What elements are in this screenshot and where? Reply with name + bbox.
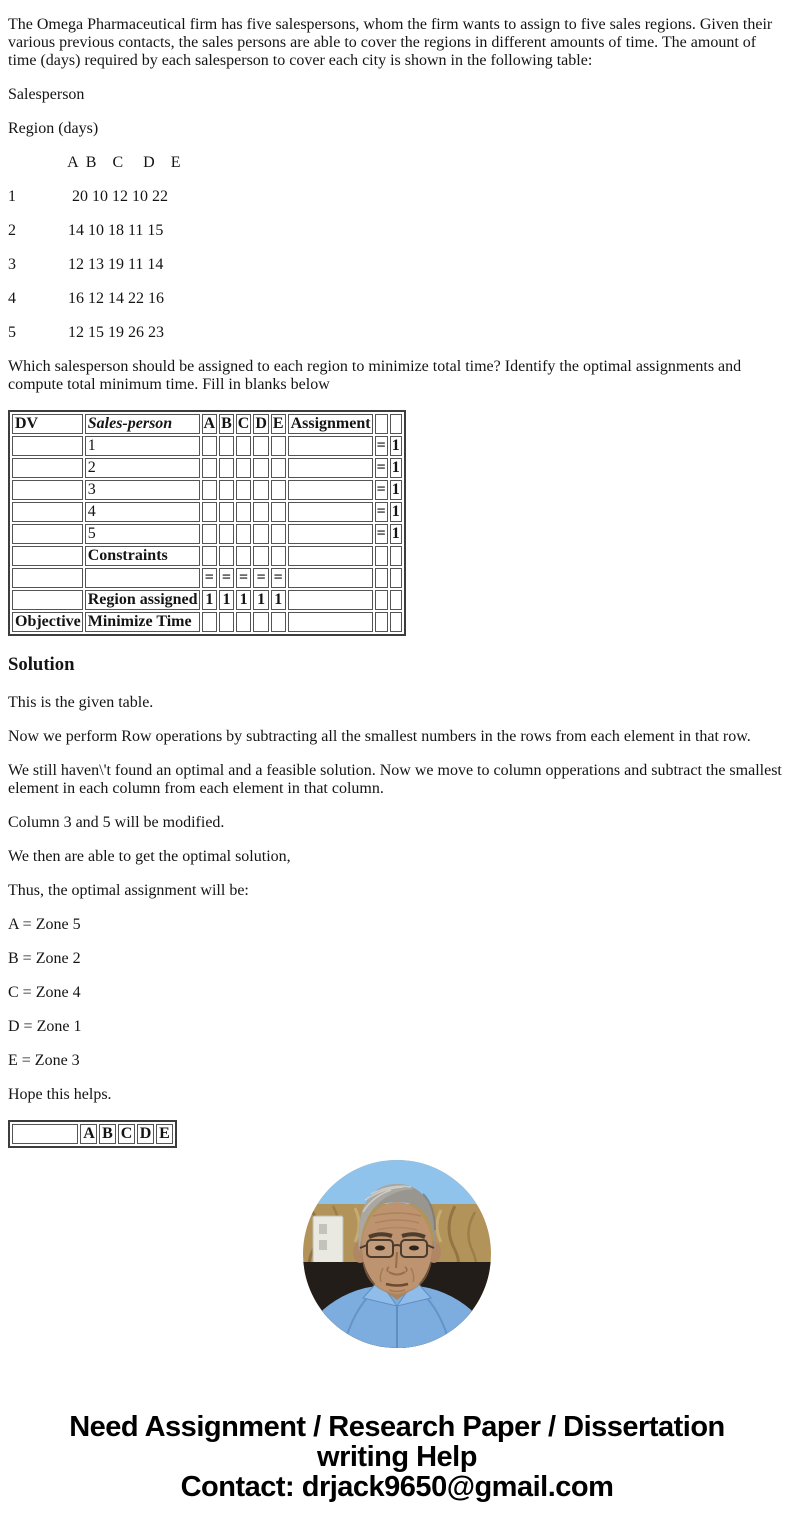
- table-cell: 1: [391, 459, 400, 476]
- table-cell-blank: [288, 480, 373, 500]
- table-row: [12, 480, 402, 500]
- table-cell: C: [118, 1124, 135, 1144]
- solution-paragraph: We then are able to get the optimal solution,: [8, 848, 291, 865]
- table-cell-blank: [12, 568, 83, 588]
- table-cell-blank: [12, 590, 83, 610]
- table-cell-blank: [236, 612, 252, 632]
- table-cell-blank: [219, 458, 234, 478]
- table-cell-blank: [375, 590, 388, 610]
- table-cell-blank: [288, 502, 373, 522]
- table-cell: A: [80, 1124, 97, 1144]
- table-cell-blank: [253, 502, 269, 522]
- table-cell-blank: [390, 590, 402, 610]
- table-cell-blank: [202, 612, 218, 632]
- table-cell: 5: [85, 524, 200, 544]
- matrix-row-1: 1 20 10 12 10 22: [8, 188, 168, 205]
- table-cell: Constraints: [85, 546, 200, 566]
- matrix-row-5: 5 12 15 19 26 23: [8, 324, 164, 341]
- table-cell-blank: [202, 458, 218, 478]
- table-cell-blank: [253, 524, 269, 544]
- table-cell: 3: [85, 480, 200, 500]
- table-cell-blank: [271, 436, 286, 456]
- table-cell-blank: [219, 612, 234, 632]
- table-cell: =: [236, 568, 252, 588]
- table-cell: =: [376, 437, 386, 454]
- table-cell-blank: [253, 480, 269, 500]
- table-cell-blank: [271, 502, 286, 522]
- table-cell-blank: [253, 436, 269, 456]
- table-cell: A: [203, 415, 216, 432]
- table-cell: 4: [85, 502, 200, 522]
- table-cell-blank: [253, 546, 269, 566]
- table-cell: Objective: [12, 612, 83, 632]
- table-row: [12, 590, 402, 610]
- table-cell-blank: [85, 568, 200, 588]
- table-cell: =: [376, 459, 386, 476]
- table-cell-blank: [202, 436, 218, 456]
- table-cell: 1: [271, 590, 286, 610]
- salesperson-label: Salesperson: [8, 86, 85, 103]
- assignment-fill-in-table: [8, 410, 406, 636]
- table-cell-blank: [288, 436, 373, 456]
- matrix-header-row: A B C D E: [8, 154, 181, 171]
- table-cell: 1: [391, 525, 400, 542]
- table-cell-blank: [12, 480, 83, 500]
- table-cell-blank: [253, 458, 269, 478]
- table-cell-blank: [236, 458, 252, 478]
- table-cell: B: [99, 1124, 116, 1144]
- partial-solution-table: [8, 1120, 177, 1148]
- table-row: [12, 1124, 173, 1144]
- table-cell: D: [137, 1124, 154, 1144]
- table-cell-blank: [390, 612, 402, 632]
- assignment-b: B = Zone 2: [8, 950, 81, 967]
- table-cell-blank: [202, 480, 218, 500]
- matrix-row-4: 4 16 12 14 22 16: [8, 290, 164, 307]
- assignment-c: C = Zone 4: [8, 984, 81, 1001]
- assignment-e: E = Zone 3: [8, 1052, 80, 1069]
- table-cell-blank: [219, 524, 234, 544]
- table-cell: 1: [391, 437, 400, 454]
- table-cell-blank: [12, 1124, 78, 1144]
- table-cell: 1: [85, 436, 200, 456]
- help-banner: [8, 1412, 786, 1502]
- table-cell-blank: [12, 502, 83, 522]
- table-cell-blank: [236, 436, 252, 456]
- table-cell-blank: [271, 612, 286, 632]
- table-cell-blank: [12, 524, 83, 544]
- table-cell: 1: [391, 481, 400, 498]
- solution-paragraph: Thus, the optimal assignment will be:: [8, 882, 249, 899]
- solution-paragraph: We still haven\'t found an optimal and a feasible solution. Now we move to column opperations and subtract the smallest element in each column from each element in that column.: [8, 762, 782, 797]
- table-cell: Assignment: [288, 414, 373, 434]
- table-cell-blank: [236, 502, 252, 522]
- table-cell-blank: [236, 546, 252, 566]
- table-cell-blank: [288, 524, 373, 544]
- table-cell-blank: [288, 458, 373, 478]
- table-cell-blank: [271, 458, 286, 478]
- table-cell-blank: [390, 568, 402, 588]
- closing-paragraph: Hope this helps.: [8, 1086, 112, 1103]
- table-cell: 1: [219, 590, 234, 610]
- table-cell-blank: [288, 568, 373, 588]
- table-cell: 1: [236, 590, 252, 610]
- document-page: [8, 16, 786, 1502]
- table-cell-blank: [271, 480, 286, 500]
- table-cell-blank: [12, 436, 83, 456]
- table-cell: =: [253, 568, 269, 588]
- table-cell: =: [202, 568, 218, 588]
- table-row: [12, 568, 402, 588]
- table-row: [12, 436, 402, 456]
- solution-paragraph: Now we perform Row operations by subtracting all the smallest numbers in the rows from each element in that row.: [8, 728, 751, 745]
- table-cell: Sales-person: [85, 414, 200, 434]
- table-cell-blank: [12, 546, 83, 566]
- clipped-table-container: [8, 1120, 786, 1142]
- table-cell-blank: [219, 502, 234, 522]
- table-cell-blank: [202, 546, 218, 566]
- profile-photo: [303, 1160, 491, 1348]
- table-cell-blank: [236, 480, 252, 500]
- table-cell-blank: [271, 524, 286, 544]
- solution-heading: Solution: [8, 654, 75, 675]
- table-cell: DV: [12, 414, 83, 434]
- region-days-label: Region (days): [8, 120, 99, 137]
- table-cell: Minimize Time: [85, 612, 200, 632]
- assignment-a: A = Zone 5: [8, 916, 81, 933]
- banner-line-1: Need Assignment / Research Paper / Dissertation: [69, 1411, 725, 1443]
- table-cell-blank: [375, 612, 388, 632]
- table-cell: E: [156, 1124, 173, 1144]
- table-cell: C: [237, 415, 250, 432]
- solution-paragraph: Column 3 and 5 will be modified.: [8, 814, 225, 831]
- table-cell-blank: [219, 480, 234, 500]
- banner-contact-line: Contact: drjack9650@gmail.com: [180, 1471, 614, 1503]
- table-cell-blank: [236, 524, 252, 544]
- table-cell: 1: [202, 590, 218, 610]
- table-cell: E: [272, 415, 284, 432]
- table-row: [12, 458, 402, 478]
- table-row: [12, 414, 402, 434]
- table-cell: =: [376, 525, 386, 542]
- table-row: [12, 546, 402, 566]
- table-cell-blank: [375, 414, 388, 434]
- table-cell-blank: [288, 612, 373, 632]
- intro-paragraph: The Omega Pharmaceutical firm has five salespersons, whom the firm wants to assign to five sales regions. Given their various previous contacts, the sales persons are able to cover the regions in different amounts of time. The amount of time (days) required by each salesperson to cover each city is shown in the following table:: [8, 16, 773, 69]
- table-cell-blank: [202, 502, 218, 522]
- table-cell-blank: [202, 524, 218, 544]
- table-cell-blank: [219, 546, 234, 566]
- table-cell-blank: [390, 414, 402, 434]
- table-cell-blank: [375, 568, 388, 588]
- table-cell: =: [271, 568, 286, 588]
- matrix-row-3: 3 12 13 19 11 14: [8, 256, 164, 273]
- table-cell: =: [376, 481, 386, 498]
- table-cell: =: [219, 568, 234, 588]
- table-cell-blank: [271, 546, 286, 566]
- portrait-image: [303, 1160, 491, 1348]
- table-cell-blank: [253, 612, 269, 632]
- table-cell: 1: [253, 590, 269, 610]
- question-paragraph: Which salesperson should be assigned to each region to minimize total time? Identify the optimal assignments and compute total minimum time. Fill in blanks below: [8, 358, 742, 393]
- table-cell-blank: [12, 458, 83, 478]
- table-cell-blank: [288, 546, 373, 566]
- table-cell: 1: [391, 503, 400, 520]
- table-cell-blank: [390, 546, 402, 566]
- table-cell-blank: [288, 590, 373, 610]
- table-cell: 2: [85, 458, 200, 478]
- table-cell: B: [221, 415, 232, 432]
- table-row: [12, 524, 402, 544]
- table-cell: =: [376, 503, 386, 520]
- table-cell-blank: [375, 546, 388, 566]
- table-cell: Region assigned: [85, 590, 200, 610]
- assignment-d: D = Zone 1: [8, 1018, 82, 1035]
- solution-paragraph: This is the given table.: [8, 694, 154, 711]
- matrix-row-2: 2 14 10 18 11 15: [8, 222, 164, 239]
- table-cell: D: [255, 415, 267, 432]
- table-row: [12, 502, 402, 522]
- table-cell-blank: [219, 436, 234, 456]
- banner-line-2: writing Help: [317, 1441, 477, 1473]
- table-row: [12, 612, 402, 632]
